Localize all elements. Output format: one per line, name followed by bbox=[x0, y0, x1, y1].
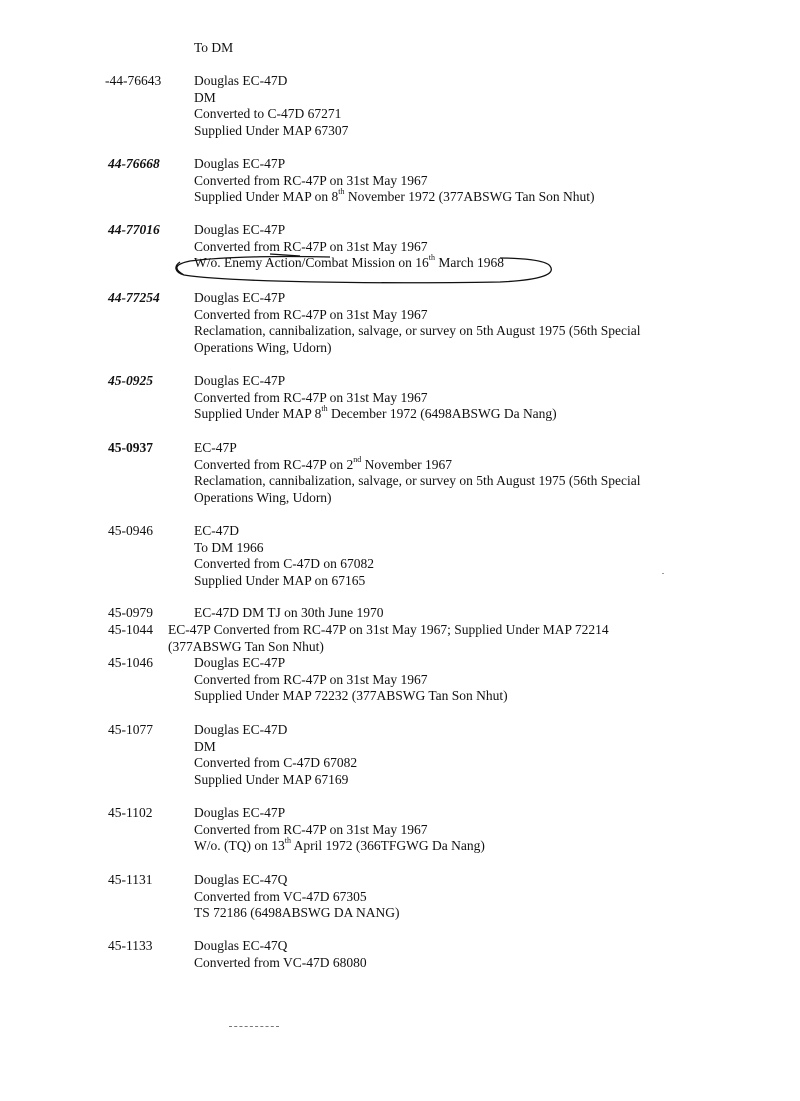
scan-artifact-dot bbox=[662, 573, 664, 574]
hand-drawn-circle-annotation bbox=[170, 252, 560, 288]
entry-detail-line: Converted from VC-47D 67305 bbox=[194, 888, 367, 904]
entry-detail-line: Douglas EC-47P bbox=[194, 290, 286, 305]
serial-number: 45-1131 bbox=[108, 872, 153, 887]
serial-number: 45-0925 bbox=[108, 373, 153, 388]
serial-number: 45-0946 bbox=[108, 523, 153, 538]
entry-detail-line: Converted from RC-47P on 31st May 1967 bbox=[194, 306, 428, 322]
entry-detail-line: Reclamation, cannibalization, salvage, or survey on 5th August 1975 (56th Special bbox=[194, 473, 641, 489]
entry-detail-line: EC-47D bbox=[194, 523, 239, 538]
entry-detail-line: Douglas EC-47Q bbox=[194, 938, 288, 953]
entry-detail-line: Converted from RC-47P on 31st May 1967 bbox=[194, 821, 428, 837]
serial-number: 45-1046 bbox=[108, 655, 153, 670]
entry-detail-line: Converted from RC-47P on 2nd November 1967 bbox=[194, 454, 452, 472]
entry-detail-line: Supplied Under MAP 8th December 1972 (6498ABSWG Da Nang) bbox=[194, 404, 557, 422]
serial-number: 44-76668 bbox=[108, 156, 160, 171]
entry-detail-line: TS 72186 (6498ABSWG DA NANG) bbox=[194, 905, 400, 921]
entry-detail-line: DM bbox=[194, 89, 216, 105]
entry-detail-line: Douglas EC-47P bbox=[194, 373, 286, 388]
entry-detail-line: Supplied Under MAP on 67165 bbox=[194, 573, 366, 589]
header-line: To DM bbox=[194, 40, 234, 55]
serial-number: 45-0937 bbox=[108, 440, 153, 455]
entry-detail-line: Converted from RC-47P on 31st May 1967 bbox=[194, 172, 428, 188]
entry-detail-line: Operations Wing, Udorn) bbox=[194, 490, 332, 506]
entry-detail-line: DM bbox=[194, 738, 216, 754]
entry-detail-line: Supplied Under MAP 67307 bbox=[194, 123, 349, 139]
entry-detail-line: Converted from RC-47P on 31st May 1967 bbox=[194, 671, 428, 687]
entry-detail-line: Supplied Under MAP on 8th November 1972 (377ABSWG Tan Son Nhut) bbox=[194, 187, 595, 205]
entry-detail-line: Converted to C-47D 67271 bbox=[194, 106, 342, 122]
serial-number: 45-1102 bbox=[108, 805, 153, 820]
entry-detail-line: Douglas EC-47P bbox=[194, 156, 286, 171]
entry-detail-line: Converted from C-47D on 67082 bbox=[194, 556, 374, 572]
entry-detail-line: Converted from RC-47P on 31st May 1967 bbox=[194, 238, 428, 254]
entry-detail-line: Douglas EC-47P bbox=[194, 655, 286, 670]
entry-detail-line: EC-47D DM TJ on 30th June 1970 bbox=[194, 605, 384, 620]
serial-number: 45-1077 bbox=[108, 722, 153, 737]
serial-number: 44-77016 bbox=[108, 222, 160, 237]
entry-detail-line: (377ABSWG Tan Son Nhut) bbox=[168, 638, 324, 654]
entry-detail-line: Douglas EC-47P bbox=[194, 805, 286, 820]
entry-detail-line: Douglas EC-47P bbox=[194, 222, 286, 237]
entry-detail-line: Supplied Under MAP 72232 (377ABSWG Tan Son Nhut) bbox=[194, 688, 508, 704]
entry-detail-line: Converted from C-47D 67082 bbox=[194, 755, 358, 771]
scan-artifact bbox=[229, 1026, 279, 1028]
serial-number: 45-1133 bbox=[108, 938, 153, 953]
entry-detail-line: Douglas EC-47Q bbox=[194, 872, 288, 887]
entry-detail-line: W/o. (TQ) on 13th April 1972 (366TFGWG Da Nang) bbox=[194, 836, 485, 854]
serial-number: -44-76643 bbox=[105, 73, 162, 88]
serial-number: 45-1044 bbox=[108, 622, 153, 637]
serial-number: 45-0979 bbox=[108, 605, 153, 620]
entry-detail-line: To DM 1966 bbox=[194, 539, 264, 555]
entry-detail-line: Supplied Under MAP 67169 bbox=[194, 772, 349, 788]
entry-detail-line: Operations Wing, Udorn) bbox=[194, 340, 332, 356]
entry-detail-line: W/o. Enemy Action/Combat Mission on 16th March 1968 bbox=[194, 253, 504, 271]
entry-detail-line: EC-47P Converted from RC-47P on 31st May 1967; Supplied Under MAP 72214 bbox=[168, 622, 609, 637]
entry-detail-line: Reclamation, cannibalization, salvage, or survey on 5th August 1975 (56th Special bbox=[194, 323, 641, 339]
entry-detail-line: Converted from VC-47D 68080 bbox=[194, 954, 367, 970]
entry-detail-line: Douglas EC-47D bbox=[194, 722, 288, 737]
entry-detail-line: Converted from RC-47P on 31st May 1967 bbox=[194, 389, 428, 405]
entry-detail-line: Douglas EC-47D bbox=[194, 73, 288, 88]
entry-detail-line: EC-47P bbox=[194, 440, 237, 455]
serial-number: 44-77254 bbox=[108, 290, 160, 305]
